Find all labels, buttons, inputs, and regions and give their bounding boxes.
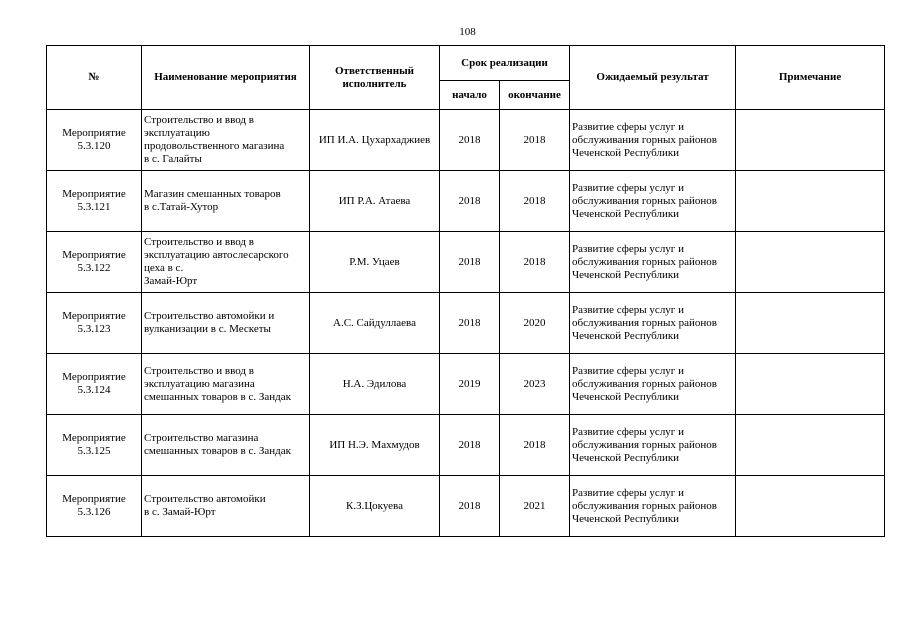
- cell-note: [736, 354, 885, 415]
- expected-result-text: Развитие сферы услуг и обслуживания горных районов Чеченской Республики: [572, 364, 717, 403]
- header-number: №: [47, 46, 142, 110]
- cell-expected-result: [570, 232, 736, 293]
- start-year-text: 2018: [458, 499, 481, 512]
- cell-event-name: [142, 171, 310, 232]
- end-year-text: 2023: [523, 377, 546, 390]
- start-year-text: 2018: [458, 133, 481, 146]
- cell-responsible-person: [310, 476, 440, 537]
- cell-event-name: [142, 293, 310, 354]
- cell-responsible-person: [310, 415, 440, 476]
- header-end: окончание: [500, 81, 570, 110]
- header-expected-result: Ожидаемый результат: [570, 46, 736, 110]
- start-year-text: 2018: [458, 194, 481, 207]
- event-number-text: Мероприятие 5.3.122: [62, 249, 126, 274]
- event-number-text: Мероприятие 5.3.120: [62, 127, 126, 152]
- responsible-person-text: К.З.Цокуева: [345, 499, 403, 512]
- event-name-text: Строительство и ввод в эксплуатацию магазина смешанных товаров в с. Зандак: [144, 364, 291, 403]
- event-number-text: Мероприятие 5.3.123: [62, 310, 126, 335]
- cell-event-number: [47, 171, 142, 232]
- event-name-text: Магазин смешанных товаров в с.Татай-Хутор: [144, 188, 281, 213]
- table-row: [47, 171, 885, 232]
- event-number-text: Мероприятие 5.3.126: [62, 493, 126, 518]
- cell-note: [736, 232, 885, 293]
- cell-responsible-person: [310, 110, 440, 171]
- table-row: [47, 293, 885, 354]
- cell-event-name: [142, 354, 310, 415]
- expected-result-text: Развитие сферы услуг и обслуживания горных районов Чеченской Республики: [572, 181, 717, 220]
- cell-event-number: [47, 354, 142, 415]
- start-year-text: 2018: [458, 255, 481, 268]
- cell-event-number: [47, 415, 142, 476]
- event-name-text: Строительство автомойки и вулканизации в с. Мескеты: [144, 310, 275, 335]
- event-number-text: Мероприятие 5.3.124: [62, 371, 126, 396]
- start-year-text: 2018: [458, 316, 481, 329]
- cell-note: [736, 476, 885, 537]
- page-number: 108: [459, 26, 476, 38]
- cell-expected-result: [570, 293, 736, 354]
- responsible-person-text: ИП Н.Э. Махмудов: [329, 438, 420, 451]
- event-name-text: Строительство магазина смешанных товаров в с. Зандак: [144, 432, 291, 457]
- header-event-name: Наименование мероприятия: [142, 46, 310, 110]
- cell-start-year: [440, 110, 500, 171]
- cell-note: [736, 171, 885, 232]
- cell-expected-result: [570, 354, 736, 415]
- table-row: [47, 476, 885, 537]
- cell-note: [736, 293, 885, 354]
- cell-start-year: [440, 171, 500, 232]
- expected-result-text: Развитие сферы услуг и обслуживания горных районов Чеченской Республики: [572, 242, 717, 281]
- cell-expected-result: [570, 476, 736, 537]
- header-note: Примечание: [736, 46, 885, 110]
- responsible-person-text: А.С. Сайдуллаева: [333, 316, 416, 329]
- responsible-person-text: Р.М. Уцаев: [349, 255, 400, 268]
- cell-end-year: [500, 354, 570, 415]
- cell-start-year: [440, 415, 500, 476]
- cell-event-name: [142, 476, 310, 537]
- events-table: [46, 45, 885, 537]
- cell-responsible-person: [310, 171, 440, 232]
- cell-expected-result: [570, 110, 736, 171]
- cell-expected-result: [570, 415, 736, 476]
- event-number-text: Мероприятие 5.3.125: [62, 432, 126, 457]
- event-number-text: Мероприятие 5.3.121: [62, 188, 126, 213]
- event-name-text: Строительство автомойки в с. Замай-Юрт: [144, 493, 266, 518]
- cell-responsible-person: [310, 293, 440, 354]
- cell-end-year: [500, 415, 570, 476]
- header-term: Срок реализации: [440, 46, 570, 81]
- table-row: [47, 354, 885, 415]
- responsible-person-text: ИП Р.А. Атаева: [338, 194, 411, 207]
- cell-note: [736, 415, 885, 476]
- cell-event-number: [47, 110, 142, 171]
- cell-event-number: [47, 293, 142, 354]
- expected-result-text: Развитие сферы услуг и обслуживания горных районов Чеченской Республики: [572, 425, 717, 464]
- event-name-text: Строительство и ввод в эксплуатацию автослесарского цеха в с. Замай-Юрт: [144, 236, 289, 287]
- cell-note: [736, 110, 885, 171]
- cell-start-year: [440, 476, 500, 537]
- end-year-text: 2021: [523, 499, 546, 512]
- event-name-text: Строительство и ввод в эксплуатацию продовольственного магазина в с. Галайты: [144, 114, 285, 165]
- table-row: [47, 110, 885, 171]
- cell-event-name: [142, 110, 310, 171]
- table-row: [47, 415, 885, 476]
- expected-result-text: Развитие сферы услуг и обслуживания горных районов Чеченской Республики: [572, 486, 717, 525]
- cell-end-year: [500, 110, 570, 171]
- end-year-text: 2018: [523, 133, 546, 146]
- cell-event-number: [47, 476, 142, 537]
- end-year-text: 2020: [523, 316, 546, 329]
- cell-responsible-person: [310, 354, 440, 415]
- responsible-person-text: ИП И.А. Цухархаджиев: [318, 133, 431, 146]
- end-year-text: 2018: [523, 438, 546, 451]
- cell-end-year: [500, 293, 570, 354]
- end-year-text: 2018: [523, 255, 546, 268]
- start-year-text: 2019: [458, 377, 481, 390]
- cell-event-name: [142, 415, 310, 476]
- header-start: начало: [440, 81, 500, 110]
- responsible-person-text: Н.А. Эдилова: [342, 377, 407, 390]
- cell-end-year: [500, 476, 570, 537]
- cell-end-year: [500, 171, 570, 232]
- start-year-text: 2018: [458, 438, 481, 451]
- header-responsible: Ответственный исполнитель: [310, 46, 440, 110]
- expected-result-text: Развитие сферы услуг и обслуживания горных районов Чеченской Республики: [572, 120, 717, 159]
- cell-start-year: [440, 232, 500, 293]
- cell-end-year: [500, 232, 570, 293]
- end-year-text: 2018: [523, 194, 546, 207]
- table-row: [47, 232, 885, 293]
- cell-responsible-person: [310, 232, 440, 293]
- cell-event-number: [47, 232, 142, 293]
- cell-start-year: [440, 354, 500, 415]
- expected-result-text: Развитие сферы услуг и обслуживания горных районов Чеченской Республики: [572, 303, 717, 342]
- cell-event-name: [142, 232, 310, 293]
- cell-start-year: [440, 293, 500, 354]
- cell-expected-result: [570, 171, 736, 232]
